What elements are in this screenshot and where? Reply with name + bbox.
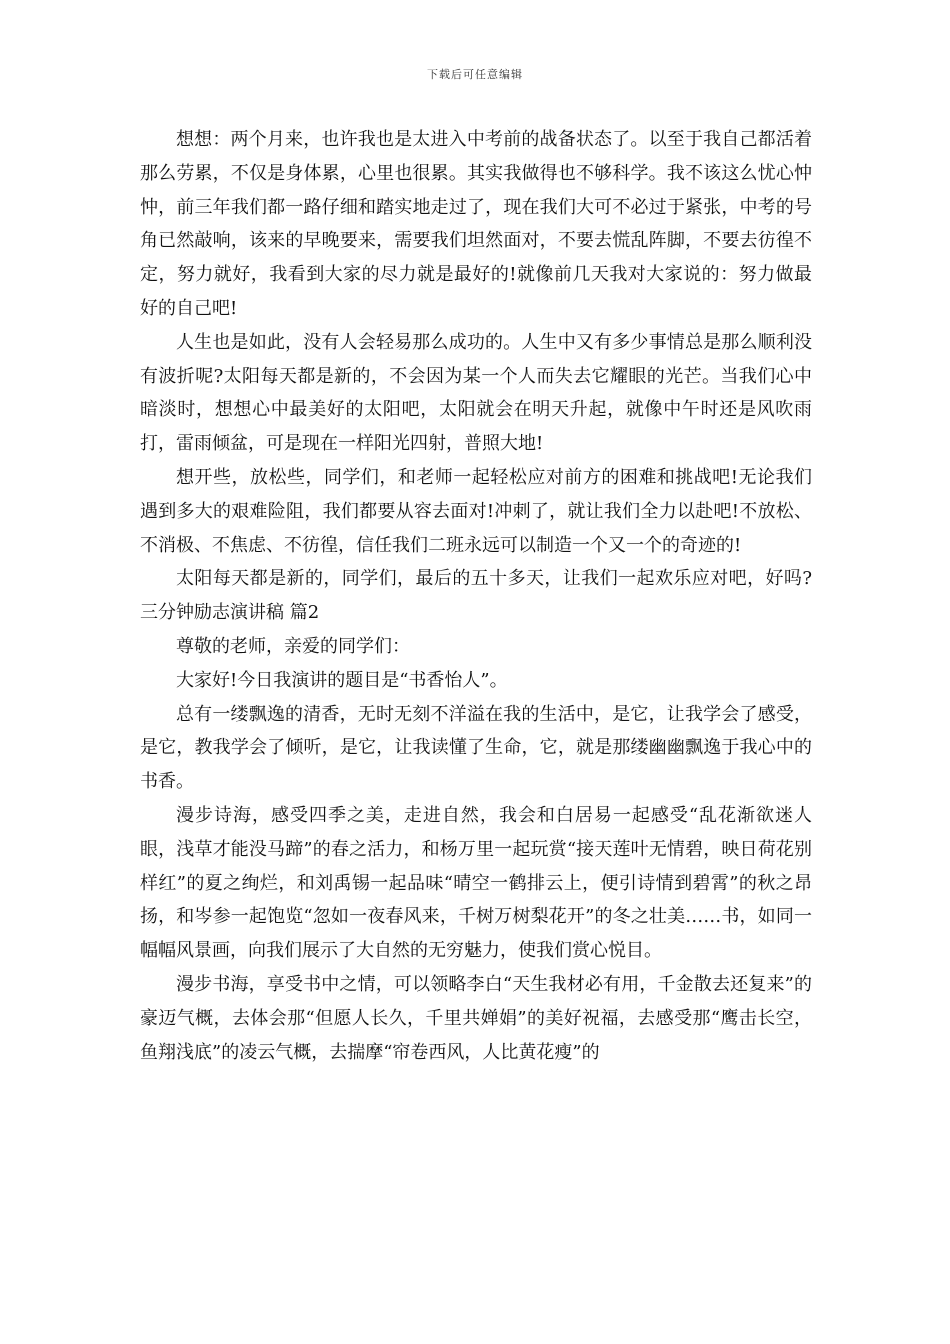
paragraph: 总有一缕飘逸的清香，无时无刻不洋溢在我的生活中，是它，让我学会了感受，是它，教我学会了倾听，是它，让我读懂了生命，它，就是那缕幽幽飘逸于我心中的书香。 [140, 703, 812, 793]
paragraph: 漫步诗海，感受四季之美，走进自然，我会和白居易一起感受“乱花渐欲迷人眼，浅草才能没马蹄”的春之活力，和杨万里一起玩赏“接天莲叶无情碧，映日荷花别样红”的夏之绚烂，和刘禹锡一起品味“晴空一鹤排云上，便引诗情到碧霄”的秋之昂扬，和岑参一起饱览“忽如一夜春风来，千树万树梨花开”的冬之壮美……书，如同一幅幅风景画，向我们展示了大自然的无穷魅力，使我们赏心悦目。 [140, 804, 812, 962]
paragraph: 尊敬的老师，亲爱的同学们： [176, 635, 410, 657]
document-body [140, 123, 812, 1069]
page-header: 下载后可任意编辑 [427, 68, 523, 81]
paragraph: 人生也是如此，没有人会轻易那么成功的。人生中又有多少事情总是那么顺利没有波折呢?太阳每天都是新的，不会因为某一个人而失去它耀眼的光芒。当我们心中暗淡时，想想心中最美好的太阳吧，太阳就会在明天升起，就像中午时还是风吹雨打，雷雨倾盆，可是现在一样阳光四射，普照大地! [140, 331, 812, 455]
paragraph: 大家好!今日我演讲的题目是“书香怡人”。 [176, 669, 508, 691]
paragraph: 想想：两个月来，也许我也是太进入中考前的战备状态了。以至于我自己都活着那么劳累，不仅是身体累，心里也很累。其实我做得也不够科学。我不该这么忧心忡忡，前三年我们都一路仔细和踏实地走过了，现在我们大可不必过于紧张，中考的号角已然敲响，该来的早晚要来，需要我们坦然面对，不要去慌乱阵脚，不要去彷徨不定，努力就好，我看到大家的尽力就是最好的!就像前几天我对大家说的：努力做最好的自己吧! [140, 129, 812, 319]
paragraph: 太阳每天都是新的，同学们，最后的五十多天，让我们一起欢乐应对吧，好吗?三分钟励志演讲稿 篇2 [140, 568, 812, 624]
paragraph: 漫步书海，享受书中之情，可以领略李白“天生我材必有用，千金散去还复来”的豪迈气概，去体会那“但愿人长久，千里共婵娟”的美好祝福，去感受那“鹰击长空，鱼翔浅底”的凌云气概，去揣摩“帘卷西风，人比黄花瘦”的 [140, 973, 812, 1063]
paragraph: 想开些，放松些，同学们，和老师一起轻松应对前方的困难和挑战吧!无论我们遇到多大的艰难险阻，我们都要从容去面对!冲刺了，就让我们全力以赴吧!不放松、不消极、不焦虑、不彷徨，信任我们二班永远可以制造一个又一个的奇迹的! [140, 466, 812, 556]
